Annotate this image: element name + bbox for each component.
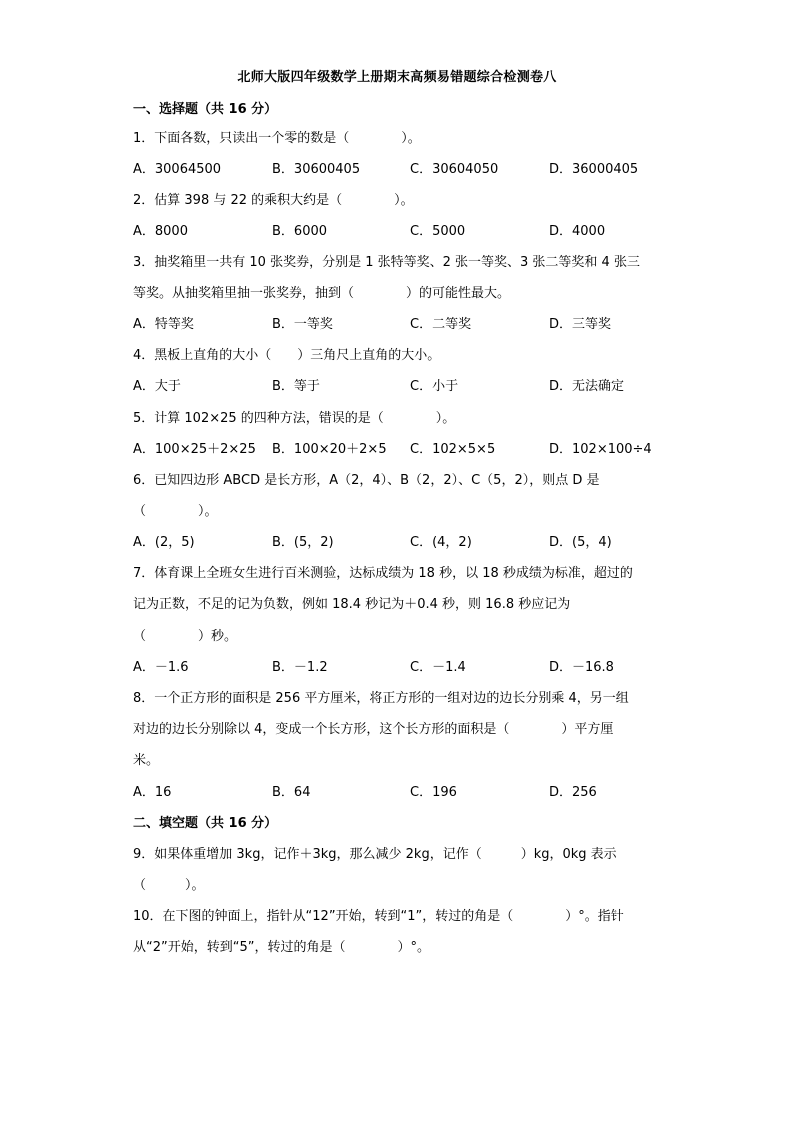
question-6-option-a: A．(2，5) — [133, 535, 195, 550]
question-7-option-b: B．－1.2 — [272, 660, 328, 675]
question-4-stem: 4．黑板上直角的大小（ ）三角尺上直角的大小。 — [133, 348, 441, 363]
question-8-stem-line-3: 米。 — [133, 753, 160, 768]
question-1-option-c: C．30604050 — [410, 162, 499, 177]
question-2-stem: 2．估算 398 与 22 的乘积大约是（ ）。 — [133, 193, 414, 208]
question-8-option-c: C．196 — [410, 785, 457, 800]
question-4-option-b: B．等于 — [272, 379, 320, 394]
question-8-option-b: B．64 — [272, 785, 311, 800]
question-4-option-a: A．大于 — [133, 379, 181, 394]
question-3-stem-line-1: 3．抽奖箱里一共有 10 张奖券，分别是 1 张特等奖、2 张一等奖、3 张二等奖和 4 张三 — [133, 255, 640, 270]
page-title: 北师大版四年级数学上册期末高频易错题综合检测卷八 — [237, 70, 557, 85]
question-8-stem-line-2: 对边的边长分别除以 4，变成一个长方形，这个长方形的面积是（ ）平方厘 — [133, 722, 614, 737]
section-heading-choice: 一、选择题（共 16 分） — [133, 102, 278, 117]
question-7-stem-line-3: （ ）秒。 — [133, 629, 238, 644]
question-1-option-d: D．36000405 — [549, 162, 639, 177]
question-8-option-a: A．16 — [133, 785, 172, 800]
question-4-option-c: C．小于 — [410, 379, 459, 394]
question-6-stem-line-2: （ ）。 — [133, 504, 218, 519]
question-3-option-d: D．三等奖 — [549, 317, 612, 332]
question-9-stem-line-2: （ ）。 — [133, 878, 205, 893]
question-4-option-d: D．无法确定 — [549, 379, 625, 394]
question-7-option-c: C．－1.4 — [410, 660, 466, 675]
question-3-option-c: C．二等奖 — [410, 317, 472, 332]
question-10-stem-line-1: 10．在下图的钟面上，指针从“12”开始，转到“1”，转过的角是（ ）°。指针 — [133, 909, 624, 924]
question-3-option-b: B．一等奖 — [272, 317, 333, 332]
question-2-option-c: C．5000 — [410, 224, 466, 239]
question-1-option-a: A．30064500 — [133, 162, 222, 177]
question-8-stem-line-1: 8．一个正方形的面积是 256 平方厘米，将正方形的一组对边的边长分别乘 4，另一组 — [133, 691, 629, 706]
question-5-option-b: B．100×20＋2×5 — [272, 442, 387, 457]
question-5-stem: 5．计算 102×25 的四种方法，错误的是（ ）。 — [133, 411, 456, 426]
question-7-stem-line-2: 记为正数，不足的记为负数，例如 18.4 秒记为＋0.4 秒，则 16.8 秒应记为 — [133, 597, 571, 612]
question-3-stem-line-2: 等奖。从抽奖箱里抽一张奖券，抽到（ ）的可能性最大。 — [133, 286, 511, 301]
question-7-option-d: D．－16.8 — [549, 660, 614, 675]
question-10-stem-line-2: 从“2”开始，转到“5”，转过的角是（ ）°。 — [133, 940, 430, 955]
question-6-option-b: B．(5，2) — [272, 535, 334, 550]
question-5-option-a: A．100×25＋2×25 — [133, 442, 256, 457]
section-heading-fill: 二、填空题（共 16 分） — [133, 816, 278, 831]
question-3-option-a: A．特等奖 — [133, 317, 194, 332]
question-6-option-d: D．(5，4) — [549, 535, 612, 550]
question-1-option-b: B．30600405 — [272, 162, 361, 177]
question-5-option-d: D．102×100÷4 — [549, 442, 652, 457]
question-9-stem-line-1: 9．如果体重增加 3kg，记作＋3kg，那么减少 2kg，记作（ ）kg，0kg 表示 — [133, 847, 617, 862]
question-5-option-c: C．102×5×5 — [410, 442, 496, 457]
question-8-option-d: D．256 — [549, 785, 597, 800]
question-2-option-d: D．4000 — [549, 224, 606, 239]
question-2-option-a: A．8000 — [133, 224, 188, 239]
question-2-option-b: B．6000 — [272, 224, 328, 239]
question-7-stem-line-1: 7．体育课上全班女生进行百米测验，达标成绩为 18 秒，以 18 秒成绩为标准，超过的 — [133, 566, 633, 581]
question-7-option-a: A．－1.6 — [133, 660, 189, 675]
question-6-option-c: C．(4，2) — [410, 535, 472, 550]
question-1-stem: 1．下面各数，只读出一个零的数是（ ）。 — [133, 131, 421, 146]
question-6-stem-line-1: 6．已知四边形 ABCD 是长方形，A（2，4）、B（2，2）、C（5，2），则点 D 是 — [133, 473, 600, 488]
